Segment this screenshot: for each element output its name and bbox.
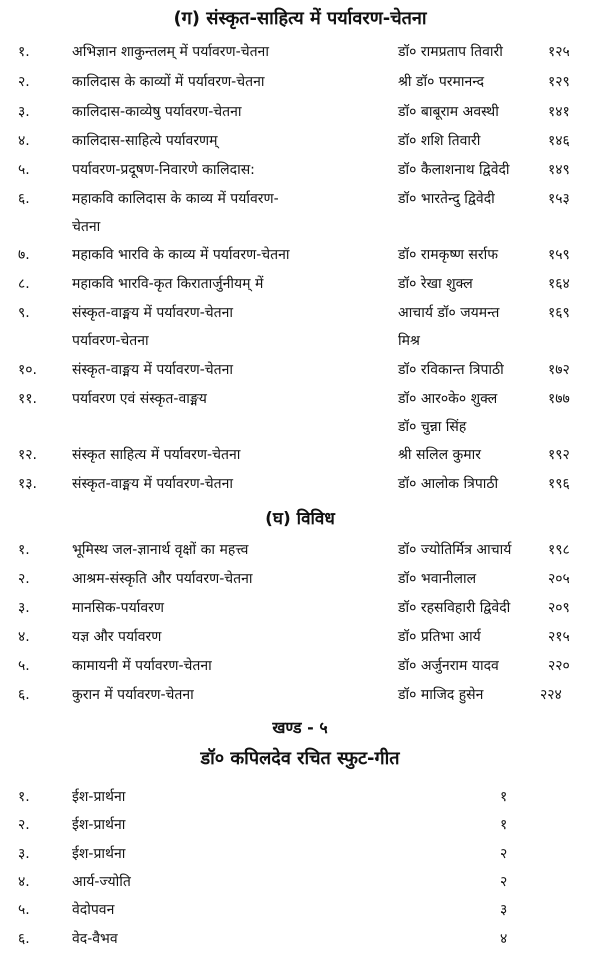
item-page: १४९	[548, 162, 570, 178]
item-number: ७.	[18, 247, 30, 263]
item-page: १४६	[548, 133, 570, 149]
item-number: ३.	[18, 846, 30, 862]
item-title: कुरान में पर्यावरण-चेतना	[72, 687, 194, 703]
list-item	[0, 787, 600, 817]
khand-heading: डॉ० कपिलदेव रचित स्फुट-गीत	[200, 748, 400, 769]
list-item	[0, 274, 600, 304]
item-page: २	[500, 846, 508, 862]
item-page: १	[500, 789, 508, 805]
list-item	[0, 303, 600, 359]
item-number: ४.	[18, 629, 30, 645]
item-author: आचार्य डॉ० जयमन्त	[398, 305, 500, 321]
list-item	[0, 72, 600, 102]
item-page: १४१	[548, 104, 570, 120]
item-title: महाकवि भारवि-कृत किरातार्जुनीयम् में	[72, 276, 264, 292]
item-number: ६.	[18, 931, 30, 947]
item-number: १.	[18, 789, 30, 805]
item-author: डॉ० रहसविहारी द्विवेदी	[398, 600, 511, 616]
item-page: ४	[500, 931, 508, 947]
item-title: ईश-प्रार्थना	[72, 789, 126, 805]
list-item	[0, 872, 600, 902]
item-title-continued: पर्यावरण-चेतना	[72, 333, 149, 349]
list-item	[0, 540, 600, 570]
item-title: कालिदास-काव्येषु पर्यावरण-चेतना	[72, 104, 242, 120]
item-page: १	[500, 817, 508, 833]
list-item	[0, 42, 600, 72]
item-author: डॉ० कैलाशनाथ द्विवेदी	[398, 162, 510, 178]
item-title: मानसिक-पर्यावरण	[72, 600, 164, 616]
item-title: महाकवि कालिदास के काव्य में पर्यावरण-	[72, 191, 279, 207]
item-author: श्री डॉ० परमानन्द	[398, 74, 485, 90]
item-title: महाकवि भारवि के काव्य में पर्यावरण-चेतना	[72, 247, 290, 263]
item-page: १७७	[548, 391, 570, 407]
list-item	[0, 598, 600, 628]
item-author: डॉ० आलोक त्रिपाठी	[398, 476, 499, 492]
item-title: संस्कृत-वाङ्मय में पर्यावरण-चेतना	[72, 362, 234, 378]
item-number: ३.	[18, 600, 30, 616]
list-item	[0, 569, 600, 599]
item-author: डॉ० ज्योतिर्मित्र आचार्य	[398, 542, 512, 558]
item-page: २१५	[548, 629, 570, 645]
item-author: श्री सलिल कुमार	[398, 447, 481, 463]
item-title: संस्कृत-वाङ्मय में पर्यावरण-चेतना	[72, 476, 234, 492]
item-page: १५३	[548, 191, 570, 207]
item-page: १५९	[548, 247, 570, 263]
item-title: यज्ञ और पर्यावरण	[72, 629, 162, 645]
item-number: ४.	[18, 133, 30, 149]
item-author: डॉ० भवानीलाल	[398, 571, 477, 587]
item-author: डॉ० रामप्रताप तिवारी	[398, 44, 503, 60]
list-item	[0, 360, 600, 390]
item-title: संस्कृत-वाङ्मय में पर्यावरण-चेतना	[72, 305, 234, 321]
item-title: पर्यावरण-प्रदूषण-निवारणे कालिदास:	[72, 162, 255, 178]
item-author: डॉ० रामकृष्ण सर्राफ	[398, 247, 499, 263]
item-title: भूमिस्थ जल-ज्ञानार्थ वृक्षों का महत्त्व	[72, 542, 249, 558]
item-number: १.	[18, 44, 30, 60]
item-page: ३	[500, 902, 508, 918]
item-author: डॉ० अर्जुनराम यादव	[398, 658, 499, 674]
item-author: डॉ० प्रतिभा आर्य	[398, 629, 481, 645]
item-title: आर्य-ज्योति	[72, 874, 131, 890]
item-title: ईश-प्रार्थना	[72, 846, 126, 862]
list-item	[0, 389, 600, 445]
list-item	[0, 245, 600, 275]
item-number: ५.	[18, 902, 30, 918]
list-item	[0, 131, 600, 161]
list-item	[0, 474, 600, 504]
item-page: १७२	[548, 362, 570, 378]
item-title: कालिदास के काव्यों में पर्यावरण-चेतना	[72, 74, 265, 90]
item-page: १६४	[548, 276, 570, 292]
section-gh-heading: (घ) विविध	[265, 509, 335, 529]
item-page: १९२	[548, 447, 570, 463]
item-title: कालिदास-साहित्ये पर्यावरणम्	[72, 133, 218, 149]
item-page: १२५	[548, 44, 570, 60]
list-item	[0, 445, 600, 475]
item-title: कामायनी में पर्यावरण-चेतना	[72, 658, 212, 674]
item-author: डॉ० आर०के० शुक्ल	[398, 391, 498, 407]
item-page: २	[500, 874, 508, 890]
item-number: ९.	[18, 305, 30, 321]
item-page: २०५	[548, 571, 570, 587]
item-page: १९८	[548, 542, 570, 558]
list-item	[0, 160, 600, 190]
item-number: १.	[18, 542, 30, 558]
list-item	[0, 844, 600, 874]
item-title: ईश-प्रार्थना	[72, 817, 126, 833]
item-number: ५.	[18, 162, 30, 178]
item-title-continued: चेतना	[72, 219, 101, 235]
item-author: डॉ० बाबूराम अवस्थी	[398, 104, 499, 120]
list-item	[0, 685, 600, 715]
item-title: वेदोपवन	[72, 902, 115, 918]
item-number: ३.	[18, 104, 30, 120]
item-number: १०.	[18, 362, 38, 378]
list-item	[0, 102, 600, 132]
item-number: २.	[18, 817, 30, 833]
item-title: वेद-वैभव	[72, 931, 118, 947]
item-number: २.	[18, 74, 30, 90]
item-number: २.	[18, 571, 30, 587]
item-title: पर्यावरण एवं संस्कृत-वाङ्मय	[72, 391, 207, 407]
item-author: डॉ० भारतेन्दु द्विवेदी	[398, 191, 495, 207]
item-author-continued: डॉ० चुन्ना सिंह	[398, 419, 467, 435]
item-page: १२९	[548, 74, 570, 90]
item-title: संस्कृत साहित्य में पर्यावरण-चेतना	[72, 447, 241, 463]
list-item	[0, 929, 600, 959]
item-page: २२४	[540, 687, 562, 703]
list-item	[0, 656, 600, 686]
list-item	[0, 627, 600, 657]
list-item	[0, 815, 600, 845]
item-number: ५.	[18, 658, 30, 674]
item-number: १३.	[18, 476, 38, 492]
khand-label: खण्ड - ५	[272, 718, 328, 737]
item-page: १९६	[548, 476, 570, 492]
item-author: डॉ० रेखा शुक्ल	[398, 276, 473, 292]
section-g-heading: (ग) संस्कृत-साहित्य में पर्यावरण-चेतना	[173, 8, 427, 29]
item-page: २०९	[548, 600, 570, 616]
item-number: ६.	[18, 687, 30, 703]
item-author-continued: मिश्र	[398, 333, 420, 349]
item-number: ८.	[18, 276, 30, 292]
list-item	[0, 189, 600, 245]
item-number: ६.	[18, 191, 30, 207]
item-page: १६९	[548, 305, 570, 321]
item-author: डॉ० रविकान्त त्रिपाठी	[398, 362, 504, 378]
item-page: २२०	[548, 658, 570, 674]
item-author: डॉ० माजिद हुसेन	[398, 687, 484, 703]
item-number: १२.	[18, 447, 38, 463]
item-title: अभिज्ञान शाकुन्तलम् में पर्यावरण-चेतना	[72, 44, 269, 60]
item-number: ४.	[18, 874, 30, 890]
list-item	[0, 900, 600, 930]
item-number: ११.	[18, 391, 38, 407]
item-title: आश्रम-संस्कृति और पर्यावरण-चेतना	[72, 571, 253, 587]
item-author: डॉ० शशि तिवारी	[398, 133, 481, 149]
